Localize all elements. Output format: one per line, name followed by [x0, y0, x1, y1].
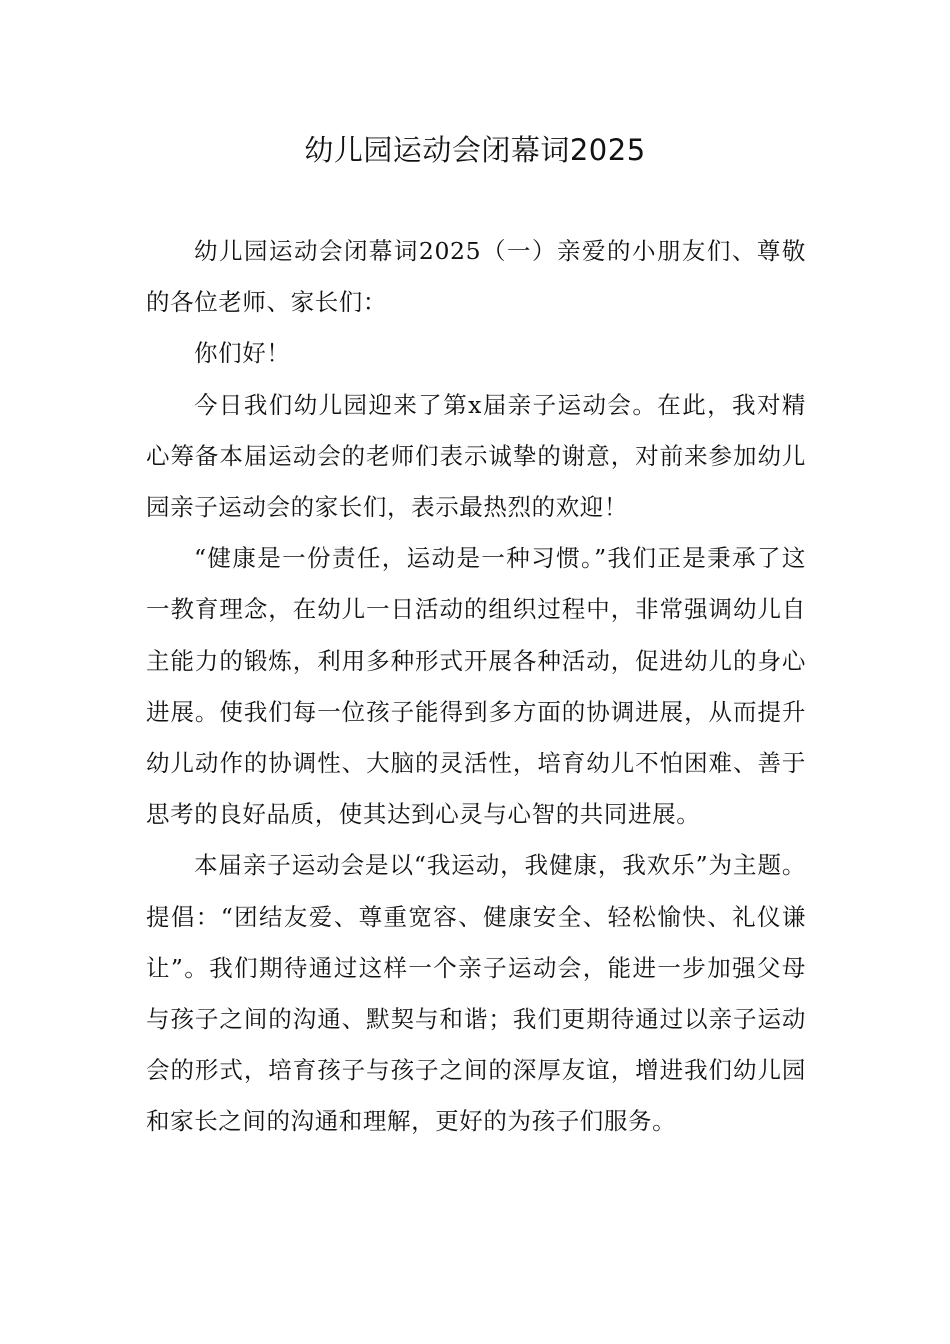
paragraph-salutation: 幼儿园运动会闭幕词2025（一）亲爱的小朋友们、尊敬的各位老师、家长们： [146, 237, 806, 317]
paragraph-education-philosophy: “健康是一份责任，运动是一种习惯。”我们正是秉承了这一教育理念，在幼儿一日活动的组织过程中，非常强调幼儿自主能力的锻炼，利用多种形式开展各种活动，促进幼儿的身心进展。使我们每一位孩子能得到多方面的协调进展，从而提升幼儿动作的协调性、大脑的灵活性，培育幼儿不怕困难、善于思考的良好品质，使其达到心灵与心智的共同进展。 [146, 544, 806, 829]
paragraph-theme: 本届亲子运动会是以“我运动，我健康，我欢乐”为主题。提倡：“团结友爱、尊重宽容、健康安全、轻松愉快、礼仪谦让”。我们期待通过这样一个亲子运动会，能进一步加强父母与孩子之间的沟通、默契与和谐；我们更期待通过以亲子运动会的形式，培育孩子与孩子之间的深厚友谊，增进我们幼儿园和家长之间的沟通和理解，更好的为孩子们服务。 [146, 851, 806, 1136]
document-title: 幼儿园运动会闭幕词2025 [304, 133, 646, 167]
paragraph-welcome: 今日我们幼儿园迎来了第x届亲子运动会。在此，我对精心筹备本届运动会的老师们表示诚挚的谢意，对前来参加幼儿园亲子运动会的家长们，表示最热烈的欢迎！ [146, 390, 806, 522]
document-body [146, 226, 806, 1148]
paragraph-greeting: 你们好！ [194, 339, 291, 368]
